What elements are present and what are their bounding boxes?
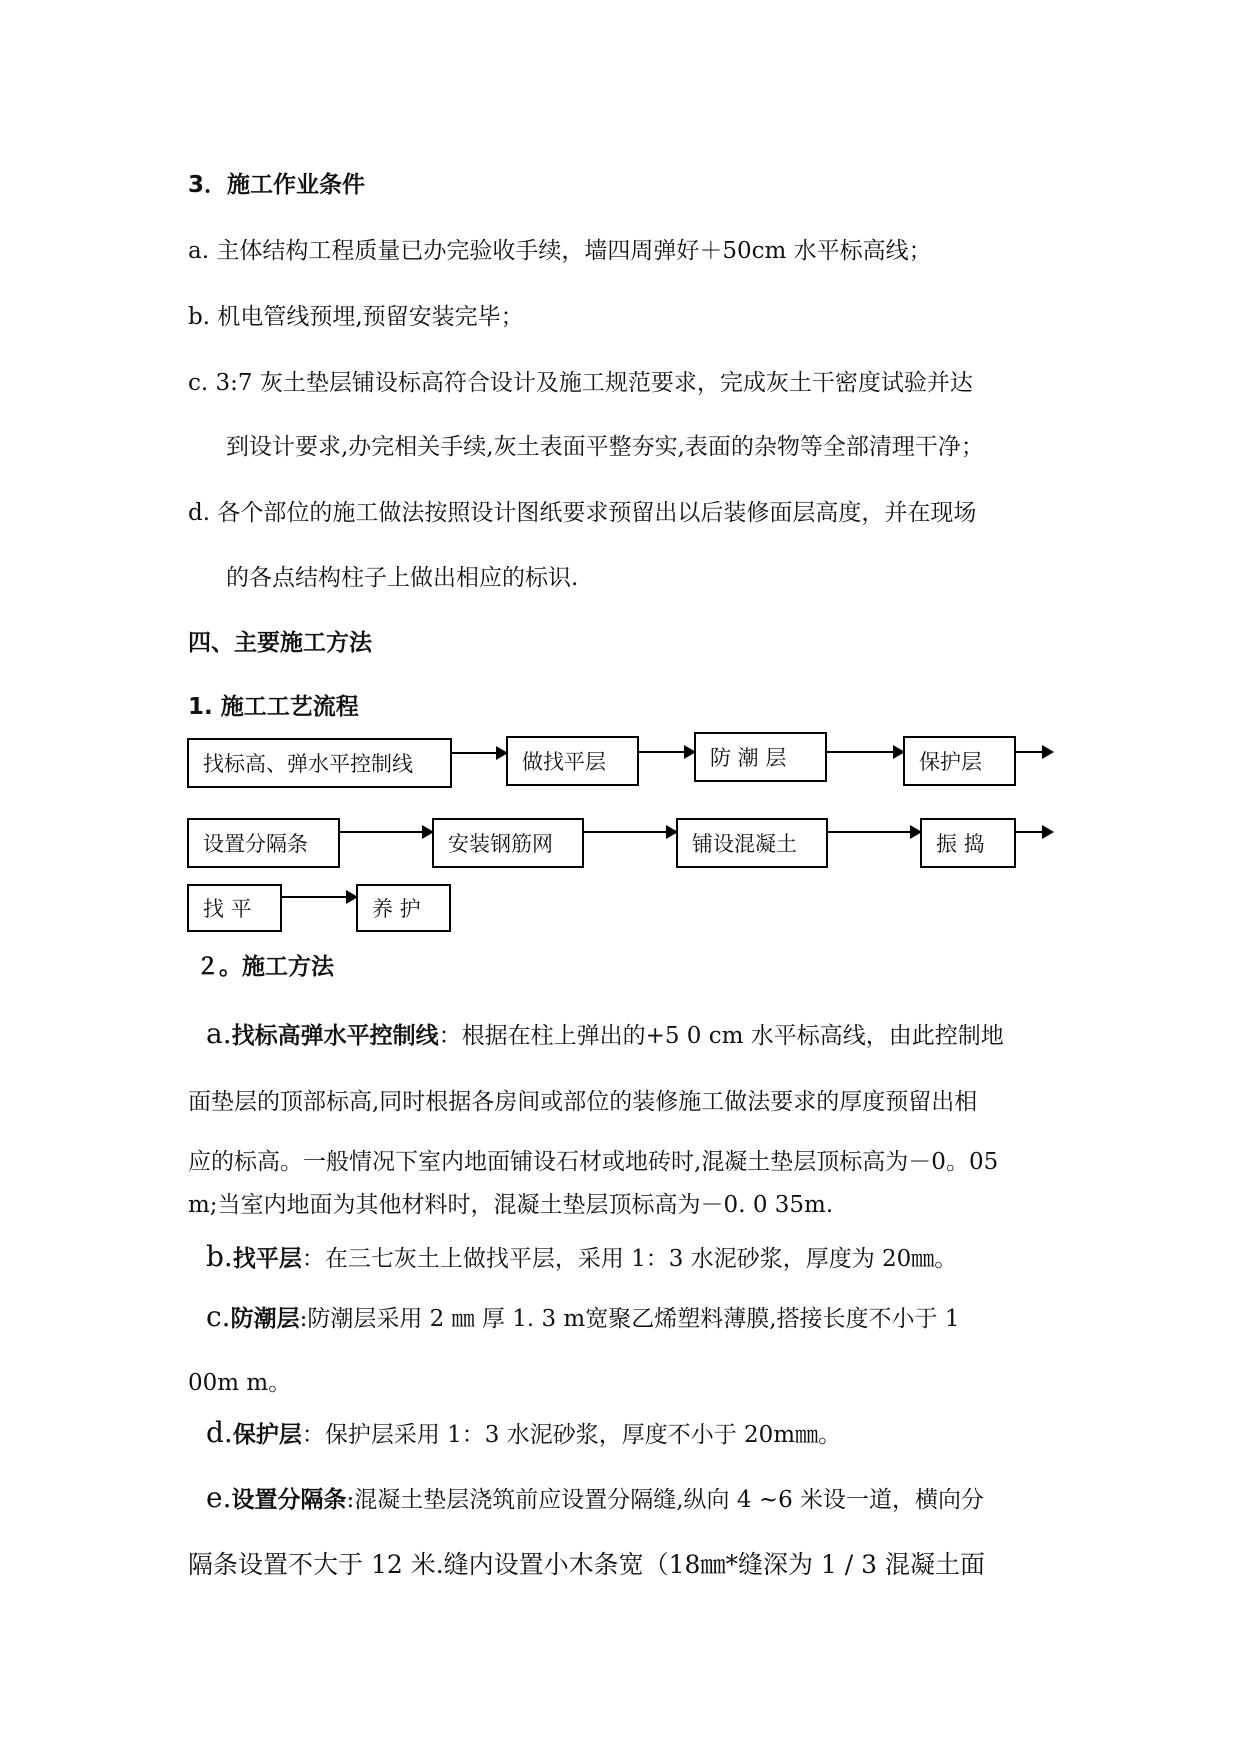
section-4-title: 四、主要施工方法 — [188, 630, 372, 656]
method-c-text: :防潮层采用 2 ㎜ 厚 1. 3 m宽聚乙烯塑料薄膜,搭接长度不小于 1 — [299, 1306, 960, 1332]
flow-step-pour-concrete: 铺设混凝土 — [676, 818, 828, 868]
method-c-label: 防潮层 — [230, 1306, 300, 1332]
flow-step-divider-strips: 设置分隔条 — [187, 818, 340, 868]
flow-step-curing: 养 护 — [356, 884, 451, 932]
method-e-line2: 隔条设置不大于 12 米.缝内设置小木条宽（18㎜*缝深为 1 / 3 混凝土面 — [188, 1550, 985, 1579]
method-e-letter: e. — [206, 1481, 232, 1514]
method-a-line3: 应的标高。一般情况下室内地面铺设石材或地砖时,混凝土垫层顶标高为－0。05 — [188, 1149, 999, 1175]
flow-arrow — [639, 751, 694, 753]
method-c-line2: 00m m。 — [188, 1370, 292, 1396]
method-e-label: 设置分隔条 — [231, 1487, 347, 1513]
methods-title: ２。施工方法 — [196, 954, 334, 980]
method-d-label: 保护层 — [232, 1422, 302, 1448]
flow-arrow — [452, 752, 506, 754]
method-b-label: 找平层 — [232, 1246, 302, 1272]
method-a-line2: 面垫层的顶部标高,同时根据各房间或部位的装修施工做法要求的厚度预留出相 — [188, 1089, 978, 1115]
flow-arrow — [828, 831, 920, 833]
method-a-line4: m;当室内地面为其他材料时，混凝土垫层顶标高为－0. 0 35m. — [188, 1192, 834, 1218]
flow-step-moisture-barrier: 防 潮 层 — [694, 732, 827, 782]
method-e-line1 — [206, 1483, 984, 1515]
method-b-text: ：在三七灰土上做找平层，采用 1：3 水泥砂浆，厚度为 20㎜。 — [301, 1246, 958, 1272]
flow-arrow — [584, 831, 676, 833]
method-a-text: ：根据在柱上弹出的+5 0 cm 水平标高线，由此控制地 — [438, 1023, 1004, 1049]
condition-b: b. 机电管线预埋,预留安装完毕； — [188, 304, 524, 330]
condition-c-line2: 到设计要求,办完相关手续,灰土表面平整夯实,表面的杂物等全部清理干净； — [226, 434, 984, 460]
flow-step-vibrate: 振 捣 — [920, 818, 1016, 868]
method-d-line1 — [206, 1418, 841, 1450]
condition-c-line1: c. 3:7 灰土垫层铺设标高符合设计及施工规范要求，完成灰土干密度试验并达 — [188, 370, 973, 396]
method-b-line1 — [206, 1242, 957, 1274]
flow-step-leveling-line: 找标高、弹水平控制线 — [187, 738, 452, 788]
flow-arrow — [1016, 831, 1052, 833]
flow-arrow — [282, 896, 356, 898]
method-b-letter: b. — [206, 1240, 233, 1273]
method-d-text: ：保护层采用 1：3 水泥砂浆，厚度不小于 20m㎜。 — [301, 1422, 842, 1448]
flow-arrow — [827, 751, 903, 753]
flow-step-protective-layer: 保护层 — [903, 736, 1016, 786]
method-d-letter: d. — [206, 1416, 233, 1449]
method-c-line1 — [206, 1302, 960, 1334]
flow-step-screed: 做找平层 — [506, 736, 639, 786]
condition-d-line1: d. 各个部位的施工做法按照设计图纸要求预留出以后装修面层高度，并在现场 — [188, 500, 977, 526]
section-3-title: 3．施工作业条件 — [188, 172, 366, 198]
flow-title: 1. 施工工艺流程 — [188, 694, 359, 720]
flow-step-rebar-mesh: 安装钢筋网 — [432, 818, 584, 868]
method-a-letter: a. — [206, 1017, 232, 1050]
flow-step-finish-level: 找 平 — [187, 884, 282, 932]
method-a-line1 — [206, 1019, 1004, 1051]
method-c-letter: c. — [206, 1300, 231, 1333]
condition-d-line2: 的各点结构柱子上做出相应的标识. — [226, 565, 579, 591]
method-e-text: :混凝土垫层浇筑前应设置分隔缝,纵向 4 ~6 米设一道，横向分 — [346, 1487, 985, 1513]
method-a-label: 找标高弹水平控制线 — [231, 1023, 439, 1049]
flow-arrow — [1016, 751, 1052, 753]
condition-a: a. 主体结构工程质量已办完验收手续，墙四周弹好＋50cm 水平标高线； — [188, 238, 932, 264]
flow-arrow — [340, 831, 432, 833]
